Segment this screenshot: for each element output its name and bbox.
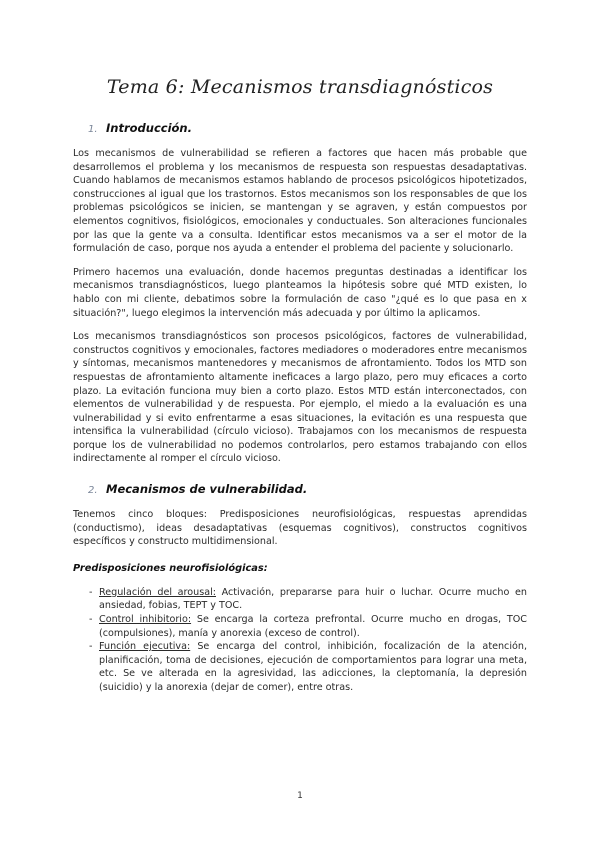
section-title: Introducción. <box>106 121 192 135</box>
list-item-text <box>99 640 527 694</box>
section-heading-vulnerabilidad <box>88 482 527 496</box>
list-item-description: Activación, prepararse para huir o luchar. Ocurre mucho en ansiedad, fobias, TEPT y TOC. <box>99 586 527 612</box>
list-item-term: Regulación del arousal: <box>99 586 216 598</box>
paragraph: Los mecanismos de vulnerabilidad se refieren a factores que hacen más probable que desarrollemos el problema y los mecanismos de respuesta son respuestas desadaptativas. Cuando hablamos de mecanismos estamos hablando de procesos psicológicos hipotetizados, construcciones al igual que los trastornos. Estos mecanismos son los responsables de que los problemas psicológicos se inicien, se mantengan y se agraven, y están compuestos por elementos cognitivos, fisiológicos, emocionales y conductuales. Son alteraciones funcionales por las que la gente va a consulta. Identificar estos mecanismos va a ser el motor de la formulación de caso, porque nos ayuda a entender el problema del paciente y solucionarlo. <box>73 148 527 255</box>
list-item-term: Función ejecutiva: <box>99 641 191 653</box>
list-item <box>73 613 527 640</box>
section-heading-introduccion <box>88 121 527 135</box>
list-item-description: Se encarga la corteza prefrontal. Ocurre mucho en drogas, TOC (compulsiones), manía y anorexia (exceso de control). <box>99 614 527 639</box>
document-title: Tema 6: Mecanismos transdiagnósticos <box>106 76 494 98</box>
list-item-description: Se encarga del control, inhibición, focalización de la atención, planificación, toma de decisiones, ejecución de comportamientos para lograr una meta, etc. Se ve alterada en la agresividad, las adicciones, la cleptomanía, la depresión (suicidio) y la anorexia (dejar de comer), entre otras. <box>99 641 527 693</box>
bullet-dash: - <box>89 614 93 626</box>
bullet-dash: - <box>89 641 93 653</box>
list-item-text <box>99 613 527 640</box>
paragraph: Tenemos cinco bloques: Predisposiciones neurofisiológicas, respuestas aprendidas (conductismo), ideas desadaptativas (esquemas cognitivos), constructos cognitivos específicos y constructo multidimensional. <box>73 509 527 548</box>
bullet-dash: - <box>89 586 93 598</box>
paragraph: Primero hacemos una evaluación, donde hacemos preguntas destinadas a identificar los mecanismos transdiagnósticos, luego planteamos la hipótesis sobre qué MTD existen, lo hablo con mi cliente, debatimos sobre la formulación de caso "¿qué es lo que pasa en x situación?", luego elegimos la intervención más adecuada y por último la aplicamos. <box>73 266 527 319</box>
bullet-list <box>73 586 527 695</box>
section-number: 2. <box>88 485 98 497</box>
page-number: 1 <box>297 791 303 801</box>
list-item <box>73 586 527 613</box>
list-item-text <box>99 586 527 613</box>
list-item-term: Control inhibitorio: <box>99 614 192 626</box>
section-title: Mecanismos de vulnerabilidad. <box>106 482 308 497</box>
document-body <box>73 121 527 695</box>
paragraph: Los mecanismos transdiagnósticos son procesos psicológicos, factores de vulnerabilidad, constructos cognitivos y emocionales, factores mediadores o moderadores entre mecanismos y síntomas, mecanismos mantenedores y mecanismos de afrontamiento. Todos los MTD son respuestas de afrontamiento altamente ineficaces a largo plazo, pero muy eficaces a corto plazo. La evitación funciona muy bien a corto plazo. Estos MTD están interconectados, con elementos de vulnerabilidad y de respuesta. Por ejemplo, el miedo a la evaluación es una vulnerabilidad y si evito enfrentarme a esas situaciones, la evitación es una respuesta que intensifica la vulnerabilidad (círculo vicioso). Trabajamos con los mecanismos de respuesta porque los de vulnerabilidad no podemos controlarlos, pero estamos trabajando con ellos indirectamente al romper el círculo vicioso. <box>73 331 527 465</box>
section-number: 1. <box>88 124 98 135</box>
list-item <box>73 640 527 694</box>
subheading: Predisposiciones neurofisiológicas: <box>73 562 268 574</box>
